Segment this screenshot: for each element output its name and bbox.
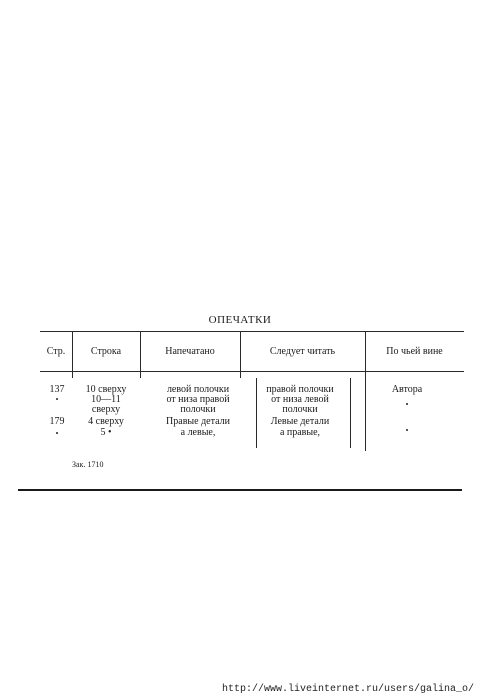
cell-fault: •	[405, 400, 409, 409]
order-note: Зак. 1710	[72, 460, 104, 469]
table-top-rule	[40, 331, 464, 332]
header-should-read: Следует читать	[269, 346, 336, 357]
cell-line: 4 сверху	[88, 416, 124, 427]
cell-should-read: а правые,	[279, 427, 321, 438]
cell-page: 179	[49, 416, 65, 427]
cell-line: 5 •	[100, 427, 112, 438]
header-page: Стр.	[46, 346, 66, 357]
cell-printed: от низа правой	[166, 394, 230, 405]
cell-fault: •	[405, 426, 409, 435]
bottom-rule	[18, 489, 462, 491]
cell-page: •	[55, 429, 59, 438]
cell-should-read: от низа левой	[271, 394, 329, 405]
errata-title: ОПЕЧАТКИ	[208, 314, 272, 326]
cell-printed: Правые детали	[166, 416, 230, 427]
cell-should-read: правой полочки	[266, 384, 334, 395]
table-header-rule	[40, 371, 464, 372]
header-line: Строка	[90, 346, 122, 357]
cell-line: сверху	[91, 404, 121, 415]
cell-printed: левой полочки	[166, 384, 230, 395]
cell-should-read: полочки	[282, 404, 318, 415]
cell-line: 10—11	[91, 394, 121, 405]
cell-page: 137	[49, 384, 65, 395]
cell-page: •	[55, 395, 59, 404]
cell-line: 10 сверху	[85, 384, 127, 395]
watermark-url: http://www.liveinternet.ru/users/galina_o/	[221, 684, 474, 695]
header-printed: Напечатано	[165, 346, 215, 357]
cell-printed: а левые,	[180, 427, 216, 438]
header-fault: По чьей вине	[386, 346, 443, 357]
cell-should-read: Левые детали	[270, 416, 330, 427]
cell-printed: полочки	[180, 404, 216, 415]
cell-fault: Автора	[391, 384, 423, 395]
